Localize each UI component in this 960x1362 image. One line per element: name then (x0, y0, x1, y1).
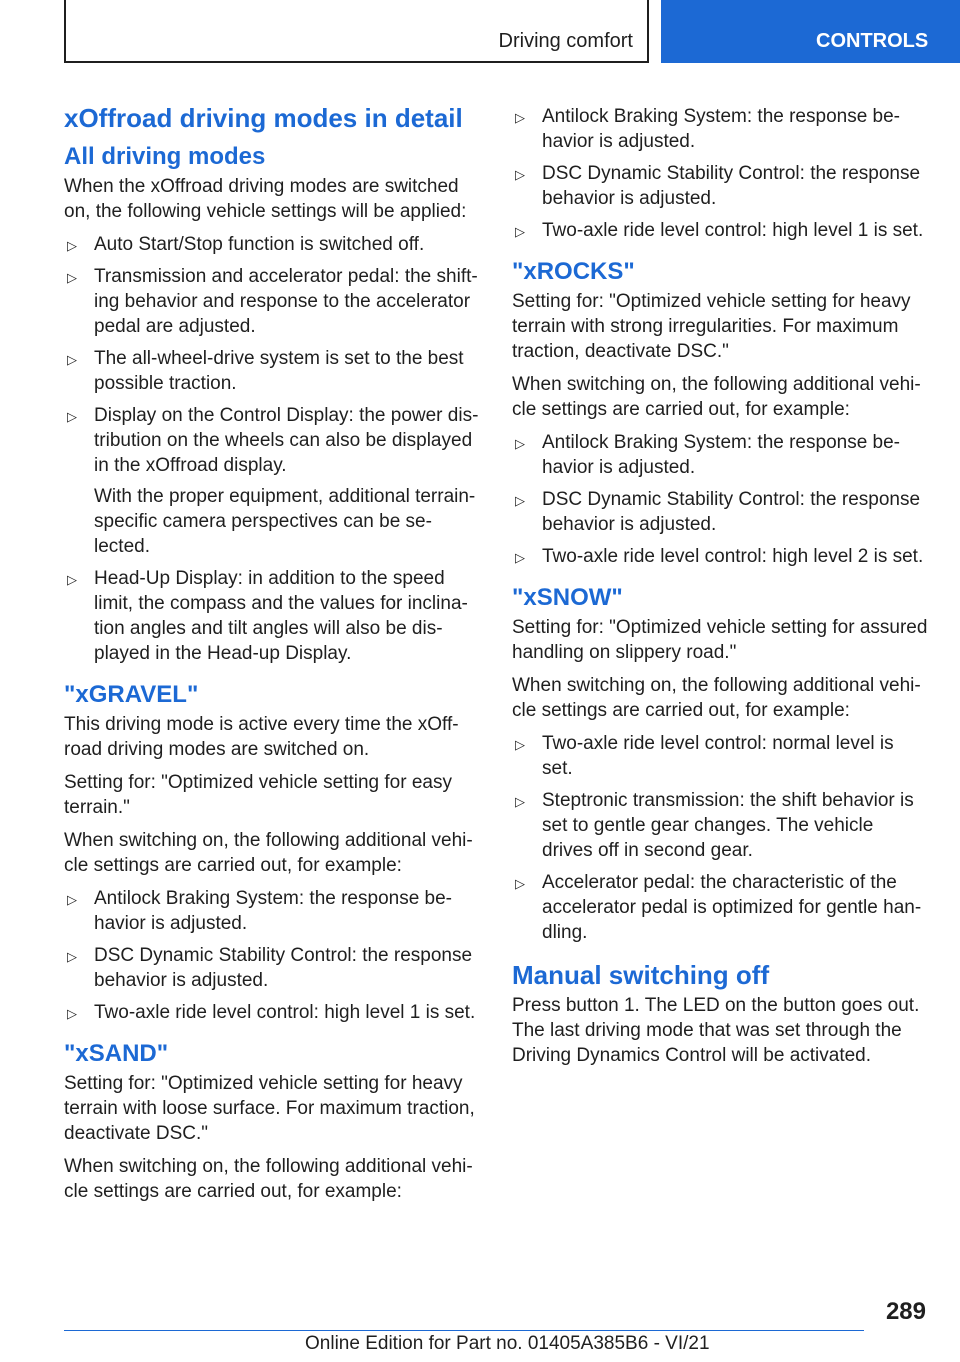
header-chapter-tab (661, 0, 960, 63)
bullet-triangle-icon: ▷ (515, 493, 525, 508)
gravel-p1: This driving mode is active every time the xOff‐road driving modes are switched on. (64, 714, 459, 760)
gravel-p3: When switching on, the following additional vehi‐cle settings are carried out, for example: (64, 830, 473, 876)
rocks-heading: "xROCKS" (512, 258, 635, 285)
header-section-tab (64, 0, 649, 63)
list-item-extra: With the proper equipment, additional terrain-specific camera perspectives can be se‐lected. (94, 486, 476, 557)
rocks-p2: When switching on, the following additional vehi‐cle settings are carried out, for example: (512, 374, 921, 420)
rocks-list (512, 430, 928, 569)
list-item: ▷ The all-wheel-drive system is set to the best possible traction. (67, 348, 464, 394)
right-column (512, 104, 928, 1076)
page-heading: xOffroad driving modes in detail (64, 103, 463, 133)
section-title: Driving comfort (498, 30, 633, 52)
sand-list (512, 104, 928, 243)
manual-p1: Press button 1. The LED on the button goes out. The last driving mode that was set through the Driving Dynamics Control will be activated. (512, 995, 920, 1066)
list-item: ▷ Two-axle ride level control: high level 1 is set. (512, 218, 928, 243)
snow-list (512, 731, 928, 945)
gravel-list (64, 886, 480, 1025)
bullet-triangle-icon: ▷ (515, 737, 525, 752)
list-item: ▷ DSC Dynamic Stability Control: the response behavior is adjusted. (515, 489, 921, 535)
list-item: ▷ Two-axle ride level control: high level 2 is set. (512, 544, 928, 569)
bullet-triangle-icon: ▷ (67, 238, 77, 253)
bullet-triangle-icon: ▷ (67, 892, 77, 907)
bullet-triangle-icon: ▷ (515, 876, 525, 891)
all-modes-intro: When the xOffroad driving modes are switched on, the following vehicle settings will be applied: (64, 176, 467, 222)
list-item: ▷ Two-axle ride level control: high level 1 is set. (64, 1000, 480, 1025)
bullet-triangle-icon: ▷ (515, 110, 525, 125)
all-modes-heading: All driving modes (64, 143, 266, 170)
list-item: ▷ Auto Start/Stop function is switched off. (64, 232, 480, 257)
bullet-triangle-icon: ▷ (67, 572, 77, 587)
sand-heading: "xSAND" (64, 1040, 169, 1067)
list-item: ▷ Display on the Control Display: the power dis‐tribution on the wheels can also be displayed in the xOffroad display. With the proper equipment, additional terrain-specific camera perspectives can be se‐lected. (67, 405, 479, 557)
list-item: ▷ Head-Up Display: in addition to the speed limit, the compass and the values for inclina‐tion angles and tilt angles will also be dis‐played in the Head-up Display. (67, 568, 468, 664)
list-item: ▷ DSC Dynamic Stability Control: the response behavior is adjusted. (67, 945, 473, 991)
list-item: ▷ Antilock Braking System: the response be‐havior is adjusted. (67, 888, 453, 934)
bullet-triangle-icon: ▷ (67, 409, 77, 424)
footer-edition: Online Edition for Part no. 01405A385B6 - VI/21 (305, 1333, 710, 1354)
list-item: ▷ Steptronic transmission: the shift behavior is set to gentle gear changes. The vehicle drives off in second gear. (515, 790, 914, 861)
gravel-p2: Setting for: "Optimized vehicle setting for easy terrain." (64, 772, 452, 818)
snow-p1: Setting for: "Optimized vehicle setting for assured handling on slippery road." (512, 617, 928, 663)
footer-divider (64, 1330, 864, 1331)
bullet-triangle-icon: ▷ (67, 270, 77, 285)
bullet-triangle-icon: ▷ (515, 224, 525, 239)
list-item: ▷ DSC Dynamic Stability Control: the response behavior is adjusted. (515, 163, 921, 209)
list-item: ▷ Antilock Braking System: the response be‐havior is adjusted. (515, 432, 901, 478)
list-item: ▷ Two-axle ride level control: normal level is set. (515, 733, 894, 779)
chapter-title: CONTROLS (816, 30, 929, 52)
left-column (64, 100, 480, 1212)
sand-p1: Setting for: "Optimized vehicle setting for heavy terrain with loose surface. For maximum traction, deactivate DSC." (64, 1073, 475, 1144)
snow-p2: When switching on, the following additional vehi‐cle settings are carried out, for example: (512, 675, 921, 721)
rocks-p1: Setting for: "Optimized vehicle setting for heavy terrain with strong irregularities. For maximum traction, deactivate DSC." (512, 291, 911, 362)
bullet-triangle-icon: ▷ (515, 167, 525, 182)
bullet-triangle-icon: ▷ (515, 794, 525, 809)
list-item: ▷ Accelerator pedal: the characteristic of the accelerator pedal is optimized for gentle han‐dling. (515, 872, 922, 943)
snow-heading: "xSNOW" (512, 584, 623, 611)
bullet-triangle-icon: ▷ (67, 352, 77, 367)
manual-heading: Manual switching off (512, 960, 770, 990)
bullet-triangle-icon: ▷ (67, 949, 77, 964)
bullet-triangle-icon: ▷ (515, 550, 525, 565)
list-item: ▷ Transmission and accelerator pedal: the shift‐ing behavior and response to the accelerator pedal are adjusted. (67, 266, 478, 337)
bullet-triangle-icon: ▷ (67, 1006, 77, 1021)
bullet-triangle-icon: ▷ (515, 436, 525, 451)
list-item: ▷ Antilock Braking System: the response be‐havior is adjusted. (515, 106, 901, 152)
gravel-heading: "xGRAVEL" (64, 681, 199, 708)
all-modes-list (64, 232, 480, 666)
sand-p2: When switching on, the following additional vehi‐cle settings are carried out, for example: (64, 1156, 473, 1202)
page-number: 289 (885, 1298, 926, 1325)
